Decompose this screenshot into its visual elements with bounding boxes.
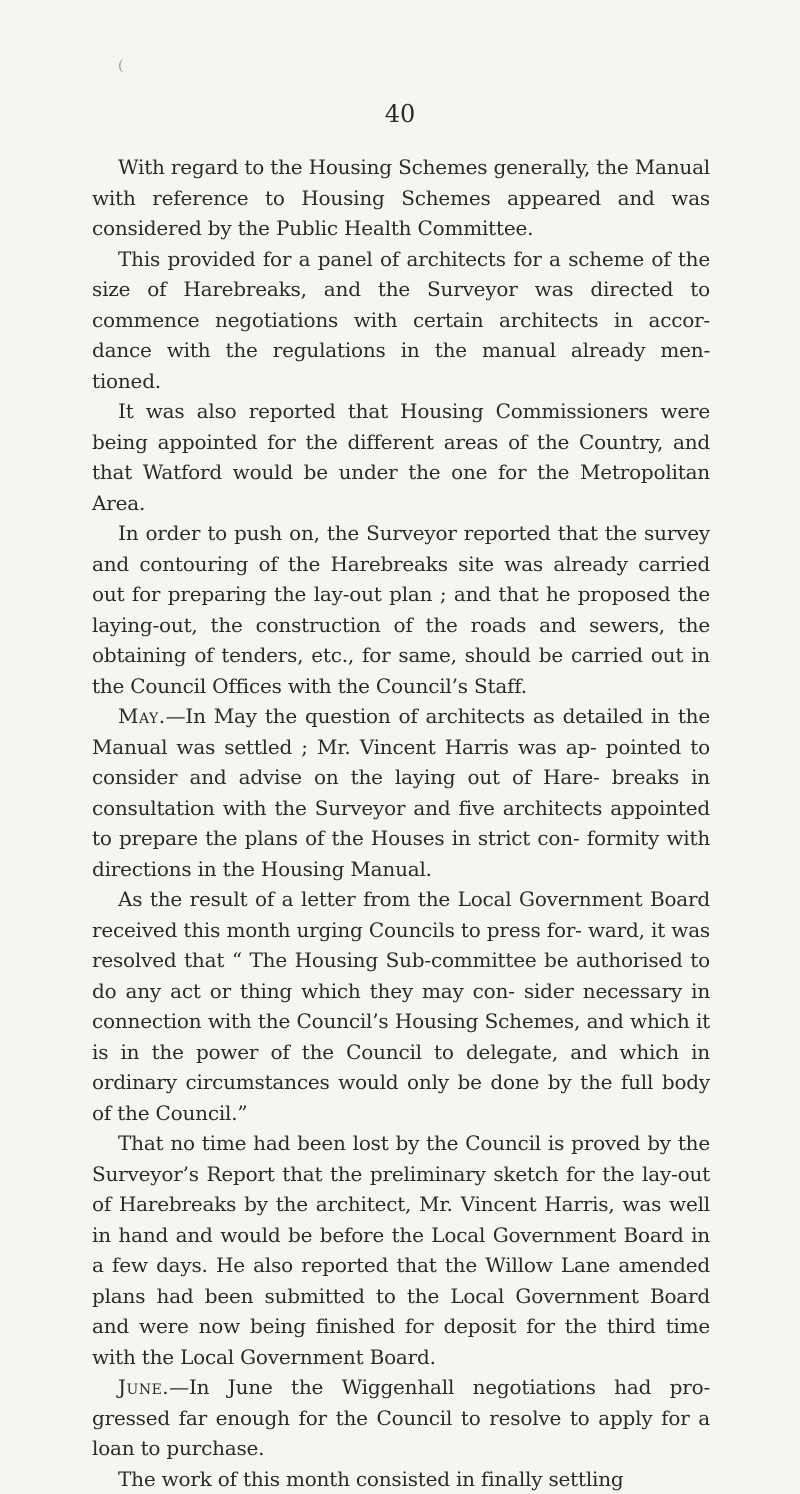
paragraph-text: The work of this month consisted in finally settling [118,1467,624,1491]
paragraph-june [92,1372,710,1464]
paragraph-may [92,701,710,884]
paragraph [92,244,710,397]
paragraph-text: That no time had been lost by the Council is proved by the Surveyor’s Report that the preliminary sketch for the lay-out of Harebreaks by the architect, Mr. Vincent Harris, was well in hand and would be before the Local Government Board in a few days. He also reported that the Willow Lane amended plans had been submitted to the Local Government Board and were now being finished for deposit for the third time with the Local Government Board. [92,1131,710,1369]
paragraph-text: —In June the Wiggenhall negotiations had pro- gressed far enough for the Council to resolve to apply for a loan to purchase. [92,1375,710,1460]
paragraph-text: As the result of a letter from the Local Government Board received this month urging Councils to press for- ward, it was resolved that “ The Housing Sub-committee be authorised to do any act or thing which they may con- sider necessary in connection with the Council’s Housing Schemes, and which it is in the power of the Council to delegate, and which in ordinary circumstances would only be done by the full body of the Council.” [92,887,710,1125]
paragraph [92,884,710,1128]
paragraph [92,1464,710,1494]
paragraph [92,1128,710,1372]
paragraph [92,518,710,701]
paragraph-text: With regard to the Housing Schemes generally, the Manual with reference to Housing Schemes appeared and was considered by the Public Health Committee. [92,155,710,240]
paragraph-lead-june: June. [118,1375,169,1399]
page-number: 40 [0,100,800,128]
paragraph-text: In order to push on, the Surveyor reported that the survey and contouring of the Harebreaks site was already carried out for preparing the lay-out plan ; and that he proposed the laying-out, the construction of the roads and sewers, the obtaining of tenders, etc., for same, should be carried out in the Council Offices with the Council’s Staff. [92,521,710,698]
body-text [92,152,710,1494]
paragraph-text: This provided for a panel of architects for a scheme of the size of Harebreaks, and the Surveyor was directed to commence negotiations with certain architects in accor- dance with the regulations in the manual already men- tioned. [92,247,710,393]
paragraph [92,152,710,244]
paragraph [92,396,710,518]
paragraph-text: —In May the question of architects as detailed in the Manual was settled ; Mr. Vincent Harris was ap- pointed to consider and advise on the laying out of Hare- breaks in consultation with the Surveyor and five architects appointed to prepare the plans of the Houses in strict con- formity with directions in the Housing Manual. [92,704,710,881]
paragraph-text: It was also reported that Housing Commissioners were being appointed for the different areas of the Country, and that Watford would be under the one for the Metropolitan Area. [92,399,710,515]
paragraph-lead-may: May. [118,704,166,728]
margin-mark: ( [118,58,123,74]
